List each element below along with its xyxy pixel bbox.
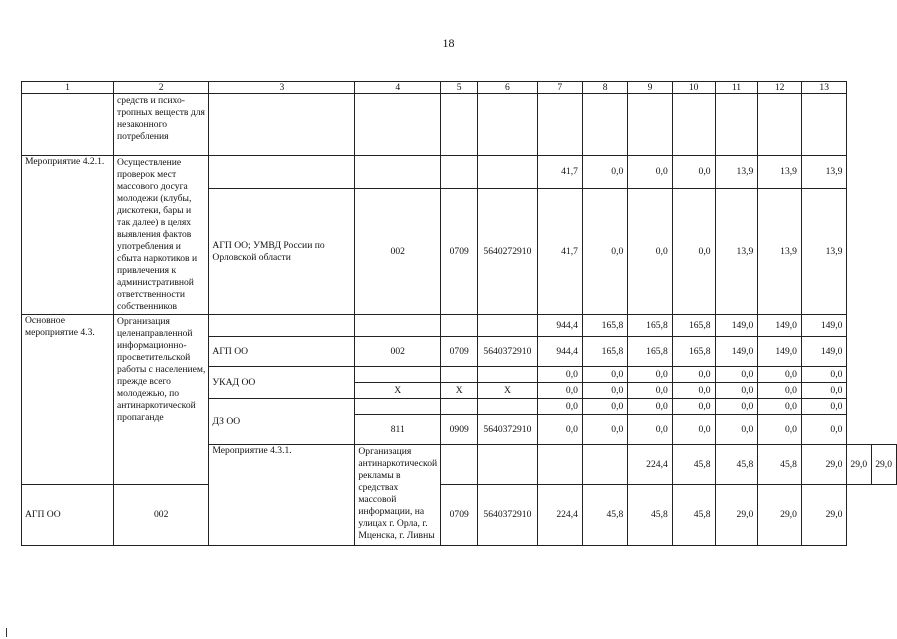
value-cell: 29,0 [758, 485, 802, 546]
value-cell: 0,0 [582, 156, 627, 189]
value-cell: 13,9 [758, 189, 802, 315]
value-cell: 0,0 [672, 367, 715, 383]
measure-description: Осуществление проверок мест массового досуга молодежи (клубы, дискотеки, бары и так далее) в целях выявления фактов употребления и сбыта наркотиков и привлечения к административной ответственности собственников [114, 156, 209, 315]
executor-cell [209, 94, 355, 156]
value-cell: 0,0 [582, 367, 627, 383]
value-cell: 0,0 [582, 415, 627, 445]
value-cell: 165,8 [672, 315, 715, 337]
value-cell: 13,9 [715, 189, 758, 315]
value-cell: 0,0 [628, 415, 673, 445]
value-cell: 149,0 [715, 315, 758, 337]
code-cell: 002 [114, 485, 209, 546]
value-cell: 0,0 [715, 383, 758, 399]
value-cell: 0,0 [582, 189, 627, 315]
code-cell: 002 [355, 337, 441, 367]
value-cell: 45,8 [758, 445, 802, 485]
header-cell: 7 [537, 82, 582, 94]
code-cell: 5640372910 [478, 485, 537, 546]
header-cell: 6 [478, 82, 537, 94]
code-cell: 002 [355, 189, 441, 315]
value-cell: 149,0 [758, 315, 802, 337]
value-cell: 0,0 [628, 156, 673, 189]
code-cell: 0709 [441, 337, 478, 367]
value-cell: 0,0 [715, 415, 758, 445]
code-cell: 5640272910 [478, 189, 537, 315]
value-cell: 0,0 [758, 415, 802, 445]
value-cell: 165,8 [582, 337, 627, 367]
value-cell: 0,0 [628, 399, 673, 415]
value-cell: 0,0 [715, 399, 758, 415]
measure-description: Организация антинаркотической рекламы в средствах массовой информации, на улицах г. Орла, г. Мценска, г. Ливны [355, 445, 441, 546]
value-cell: 165,8 [582, 315, 627, 337]
value-cell: 29,0 [847, 445, 872, 485]
value-cell: 149,0 [801, 315, 846, 337]
header-row [22, 82, 897, 94]
value-cell: 0,0 [672, 383, 715, 399]
value-cell: 13,9 [801, 156, 846, 189]
value-cell: 41,7 [537, 189, 582, 315]
measure-id: Основное мероприятие 4.3. [22, 315, 114, 485]
header-cell: 11 [715, 82, 758, 94]
value-cell: 0,0 [801, 415, 846, 445]
value-cell: 13,9 [715, 156, 758, 189]
header-cell: 9 [628, 82, 673, 94]
value-cell: 0,0 [537, 383, 582, 399]
measure-id: Мероприятие 4.3.1. [209, 445, 355, 546]
value-cell: 0,0 [758, 399, 802, 415]
value-cell: 45,8 [672, 445, 715, 485]
value-cell: 0,0 [801, 367, 846, 383]
value-cell: 13,9 [758, 156, 802, 189]
value-cell: 944,4 [537, 337, 582, 367]
value-cell: 165,8 [628, 337, 673, 367]
value-cell: 0,0 [758, 367, 802, 383]
executor-cell: УКАД ОО [209, 367, 355, 399]
measure-id-cell [22, 94, 114, 156]
header-cell: 12 [758, 82, 802, 94]
value-cell: 29,0 [872, 445, 897, 485]
value-cell: 45,8 [628, 485, 673, 546]
value-cell: 149,0 [715, 337, 758, 367]
executor-cell: АГП ОО [209, 337, 355, 367]
value-cell: 41,7 [537, 156, 582, 189]
table-row [22, 94, 897, 156]
measure-id: Мероприятие 4.2.1. [22, 156, 114, 315]
value-cell: 0,0 [628, 189, 673, 315]
value-cell: 45,8 [582, 485, 627, 546]
executor-cell: АГП ОО; УМВД России по Орловской области [209, 189, 355, 315]
value-cell: 944,4 [537, 315, 582, 337]
value-cell: 0,0 [758, 383, 802, 399]
value-cell: 0,0 [582, 383, 627, 399]
header-cell: 4 [355, 82, 441, 94]
value-cell: 0,0 [715, 367, 758, 383]
code-cell: Х [355, 383, 441, 399]
table-row [22, 156, 897, 189]
value-cell: 45,8 [715, 445, 758, 485]
code-cell: 5640372910 [478, 337, 537, 367]
value-cell: 224,4 [628, 445, 673, 485]
value-cell: 224,4 [537, 485, 582, 546]
header-cell: 2 [114, 82, 209, 94]
value-cell: 29,0 [715, 485, 758, 546]
value-cell: 0,0 [628, 383, 673, 399]
header-cell: 8 [582, 82, 627, 94]
executor-cell: АГП ОО [22, 485, 114, 546]
value-cell: 13,9 [801, 189, 846, 315]
value-cell: 0,0 [672, 189, 715, 315]
measure-description: средств и психо-тропных веществ для незаконного потребления [114, 94, 209, 156]
value-cell: 0,0 [628, 367, 673, 383]
value-cell: 149,0 [801, 337, 846, 367]
value-cell: 0,0 [672, 399, 715, 415]
value-cell: 149,0 [758, 337, 802, 367]
scan-mark [6, 628, 7, 637]
table-row [22, 315, 897, 337]
value-cell: 29,0 [801, 485, 846, 546]
header-cell: 10 [672, 82, 715, 94]
table-row [22, 485, 897, 546]
value-cell: 165,8 [628, 315, 673, 337]
header-cell: 13 [801, 82, 846, 94]
code-cell: Х [478, 383, 537, 399]
value-cell: 0,0 [537, 415, 582, 445]
code-cell: 0909 [441, 415, 478, 445]
header-cell: 3 [209, 82, 355, 94]
code-cell: 0709 [441, 485, 478, 546]
code-cell: 5640372910 [478, 415, 537, 445]
measure-description: Организация целенаправленной информационно-просветительской работы с населением, прежде всего молодежью, по антинаркотической пропаганде [114, 315, 209, 485]
value-cell: 165,8 [672, 337, 715, 367]
value-cell: 45,8 [672, 485, 715, 546]
budget-table [21, 81, 897, 546]
value-cell: 0,0 [672, 415, 715, 445]
value-cell: 0,0 [537, 367, 582, 383]
value-cell: 0,0 [801, 383, 846, 399]
value-cell: 0,0 [582, 399, 627, 415]
executor-cell: ДЗ ОО [209, 399, 355, 445]
header-cell: 5 [441, 82, 478, 94]
page-number: 18 [442, 36, 455, 50]
code-cell: Х [441, 383, 478, 399]
value-cell: 29,0 [801, 445, 846, 485]
value-cell: 0,0 [672, 156, 715, 189]
value-cell: 0,0 [537, 399, 582, 415]
value-cell: 0,0 [801, 399, 846, 415]
header-cell: 1 [22, 82, 114, 94]
code-cell: 811 [355, 415, 441, 445]
code-cell: 0709 [441, 189, 478, 315]
